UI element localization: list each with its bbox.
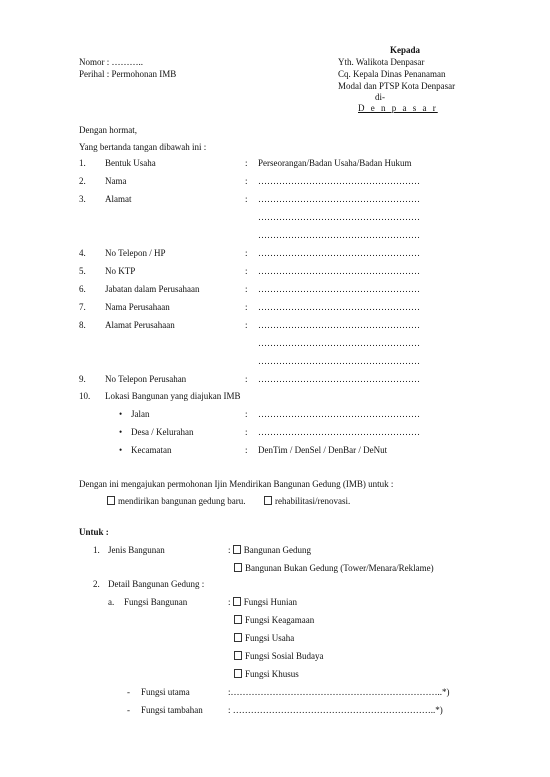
field-value[interactable]: ……………………………………………… — [258, 266, 420, 276]
detail-label: Detail Bangunan Gedung : — [108, 579, 205, 589]
location-value[interactable]: DenTim / DenSel / DenBar / DeNut — [258, 445, 388, 455]
option-rehab-label: rehabilitasi/renovasi. — [275, 496, 351, 506]
field-num: 6. — [79, 284, 86, 294]
field-colon: : — [245, 409, 248, 419]
field-num: 9. — [79, 374, 86, 384]
jenis-opt-label: Bangunan Gedung — [243, 545, 312, 555]
field-num: 7. — [79, 302, 86, 312]
field-label: Alamat — [105, 194, 132, 204]
request-text: Dengan ini mengajukan permohonan Ijin Mendirikan Bangunan Gedung (IMB) untuk : — [79, 479, 394, 489]
detail-num: 2. — [93, 579, 100, 589]
fungsi-opt-label: Fungsi Sosial Budaya — [245, 651, 324, 661]
checkbox-jenis-bukan[interactable] — [234, 563, 242, 572]
location-value[interactable]: ……………………………………………… — [258, 427, 420, 437]
field-value[interactable]: ……………………………………………… — [258, 284, 420, 294]
field-value-extra[interactable]: ……………………………………………… — [258, 230, 420, 240]
fungsi-tambahan-label: Fungsi tambahan — [141, 705, 203, 715]
fungsi-opt[interactable]: : Fungsi Hunian — [228, 597, 298, 607]
field-label: Bentuk Usaha — [105, 158, 156, 168]
fungsi-opt-label: Fungsi Hunian — [243, 597, 298, 607]
field-label: Nama — [105, 176, 127, 186]
location-label: • Jalan — [131, 409, 150, 420]
field-num: 2. — [79, 176, 86, 186]
field-colon: : — [245, 194, 248, 204]
kepada-heading: Kepada — [390, 45, 421, 55]
perihal-line: Perihal : Permohonan IMB — [79, 69, 177, 79]
option-new[interactable] — [107, 496, 245, 507]
dash-marker: - — [127, 705, 130, 715]
fungsi-opt[interactable] — [234, 651, 324, 662]
untuk-heading: Untuk : — [79, 527, 109, 537]
field-colon: : — [245, 176, 248, 186]
field-colon: : — [245, 374, 248, 384]
recipient-di: di- — [375, 92, 385, 102]
field-num: 10. — [79, 391, 91, 401]
fungsi-label: Fungsi Bangunan — [124, 597, 188, 607]
jenis-num: 1. — [93, 545, 100, 555]
checkbox-fungsi[interactable] — [234, 669, 242, 678]
checkbox-rehab[interactable] — [264, 496, 272, 505]
dash-marker: - — [127, 687, 130, 697]
field-value[interactable]: ……………………………………………… — [258, 194, 420, 204]
checkbox-fungsi[interactable] — [234, 651, 242, 660]
recipient-city: D e n p a s a r — [358, 103, 438, 113]
fungsi-opt[interactable] — [234, 633, 294, 644]
field-value-extra[interactable]: ……………………………………………… — [258, 356, 420, 366]
jenis-opt[interactable] — [234, 563, 434, 574]
field-colon: : — [245, 427, 248, 437]
field-label: Alamat Perusahaan — [105, 320, 175, 330]
nomor-line: Nomor : ……….. — [79, 57, 143, 67]
field-value[interactable]: ……………………………………………… — [258, 320, 420, 330]
field-colon: : — [245, 158, 248, 168]
fungsi-opt-label: Fungsi Keagamaan — [245, 615, 315, 625]
recipient-modal: Modal dan PTSP Kota Denpasar — [338, 81, 456, 91]
field-colon: : — [245, 302, 248, 312]
fungsi-utama-value[interactable]: :……………………………………………………………..*) — [228, 687, 450, 697]
option-rehab[interactable] — [264, 496, 350, 507]
field-num: 4. — [79, 248, 86, 258]
field-label: No KTP — [105, 266, 136, 276]
field-colon: : — [245, 266, 248, 276]
fungsi-utama-label: Fungsi utama — [141, 687, 190, 697]
checkbox-jenis-gedung[interactable] — [233, 545, 241, 554]
location-label: • Desa / Kelurahan — [131, 427, 193, 438]
fungsi-opt-label: Fungsi Usaha — [245, 633, 295, 643]
field-label: Lokasi Bangunan yang diajukan IMB — [105, 391, 241, 401]
field-label: Nama Perusahaan — [105, 302, 170, 312]
field-num: 1. — [79, 158, 86, 168]
location-label: • Kecamatan — [131, 445, 171, 456]
fungsi-opt[interactable] — [234, 669, 299, 680]
recipient-cq: Cq. Kepala Dinas Penanaman — [338, 69, 446, 79]
option-new-label: mendirikan bangunan gedung baru. — [118, 496, 246, 506]
field-value[interactable]: ……………………………………………… — [258, 248, 420, 258]
checkbox-fungsi[interactable] — [234, 615, 242, 624]
fungsi-opt[interactable] — [234, 615, 314, 626]
checkbox-fungsi[interactable] — [233, 597, 241, 606]
field-value-extra[interactable]: ……………………………………………… — [258, 338, 420, 348]
fungsi-opt-label: Fungsi Khusus — [245, 669, 299, 679]
field-colon: : — [245, 445, 248, 455]
field-num: 5. — [79, 266, 86, 276]
field-num: 8. — [79, 320, 86, 330]
field-value-extra[interactable]: ……………………………………………… — [258, 212, 420, 222]
fungsi-tambahan-value[interactable]: : …………………………………………………………..*) — [228, 705, 443, 715]
field-label: No Telepon Perusahan — [105, 374, 187, 384]
field-value[interactable]: ……………………………………………… — [258, 176, 420, 186]
jenis-opt-label: Bangunan Bukan Gedung (Tower/Menara/Reklame) — [245, 563, 434, 573]
field-value[interactable]: Perseorangan/Badan Usaha/Badan Hukum — [258, 158, 412, 168]
field-label: No Telepon / HP — [105, 248, 166, 258]
checkbox-fungsi[interactable] — [234, 633, 242, 642]
intro-text: Yang bertanda tangan dibawah ini : — [79, 142, 207, 152]
field-value[interactable]: ……………………………………………… — [258, 374, 420, 384]
location-value[interactable]: ……………………………………………… — [258, 409, 420, 419]
fungsi-num: a. — [108, 597, 115, 607]
jenis-label: Jenis Bangunan — [108, 545, 165, 555]
field-num: 3. — [79, 194, 86, 204]
field-value[interactable]: ……………………………………………… — [258, 302, 420, 312]
jenis-opt[interactable]: : Bangunan Gedung — [228, 545, 312, 555]
greeting: Dengan hormat, — [79, 125, 137, 135]
field-label: Jabatan dalam Perusahaan — [105, 284, 200, 294]
checkbox-new[interactable] — [107, 496, 115, 505]
field-colon: : — [245, 248, 248, 258]
field-colon: : — [245, 320, 248, 330]
recipient-yth: Yth. Walikota Denpasar — [338, 57, 425, 67]
field-colon: : — [245, 284, 248, 294]
